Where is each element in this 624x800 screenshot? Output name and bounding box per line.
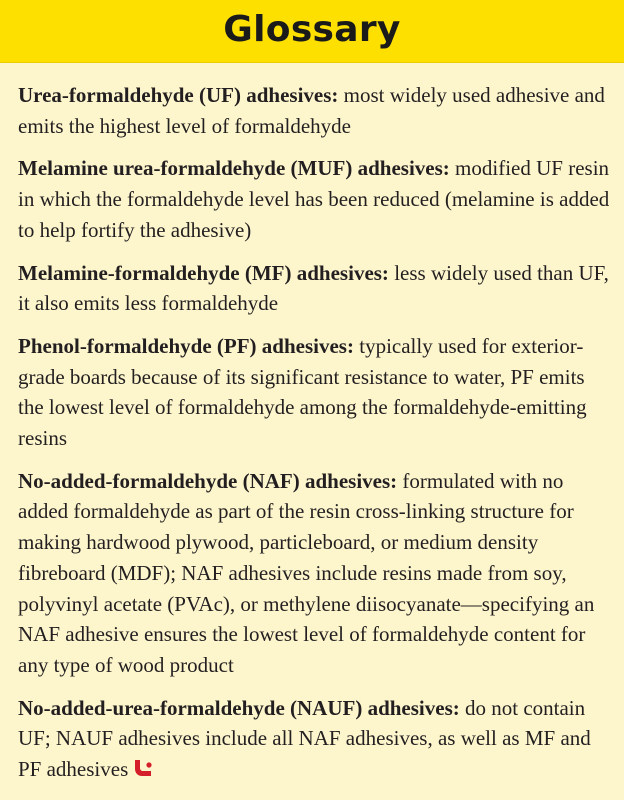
glossary-list [18,80,610,799]
glossary-entry-uf [18,80,610,141]
glossary-definition: less widely used than UF, it also emits less formaldehyde [18,260,609,316]
glossary-definition: most widely used adhesive and emits the highest level of formaldehyde [18,83,605,138]
glossary-term: Melamine-formaldehyde (MF) adhesives: [18,260,389,285]
glossary-entry-mf [18,258,610,319]
end-of-article-icon [132,756,154,787]
glossary-header [0,0,624,63]
glossary-entry-pf [18,331,610,454]
glossary-entry-naf [18,466,610,681]
glossary-definition: formulated with no added formaldehyde as part of the resin cross-linking structure for making hardwood plywood, particleboard, or medium density fibreboard (MDF); NAF adhesives include resins made from soy, polyvinyl acetate (PVAc), or methylene diisocyanate—specifying an NAF adhesive ensures the lowest level of formaldehyde content for any type of wood product [18,468,595,677]
glossary-title: Glossary [223,8,401,50]
glossary-definition: modified UF resin in which the formaldehyde level has been reduced (melamine is added to help fortify the adhesive) [18,156,610,242]
glossary-definition: typically used for exterior-grade boards because of its significant resistance to water, PF emits the lowest level of formaldehyde among the formaldehyde-emitting resins [18,333,587,451]
glossary-entry-muf [18,153,610,245]
glossary-term: Phenol-formaldehyde (PF) adhesives: [18,333,354,358]
glossary-term: No-added-urea-formaldehyde (NAUF) adhesives: [18,695,460,720]
glossary-entry-nauf [18,693,610,787]
glossary-term: Urea-formaldehyde (UF) adhesives: [18,83,339,107]
glossary-definition: do not contain UF; NAUF adhesives include all NAF adhesives, as well as MF and PF adhesives [18,695,591,782]
glossary-term: No-added-formaldehyde (NAF) adhesives: [18,468,398,493]
glossary-term: Melamine urea-formaldehyde (MUF) adhesives: [18,156,450,181]
